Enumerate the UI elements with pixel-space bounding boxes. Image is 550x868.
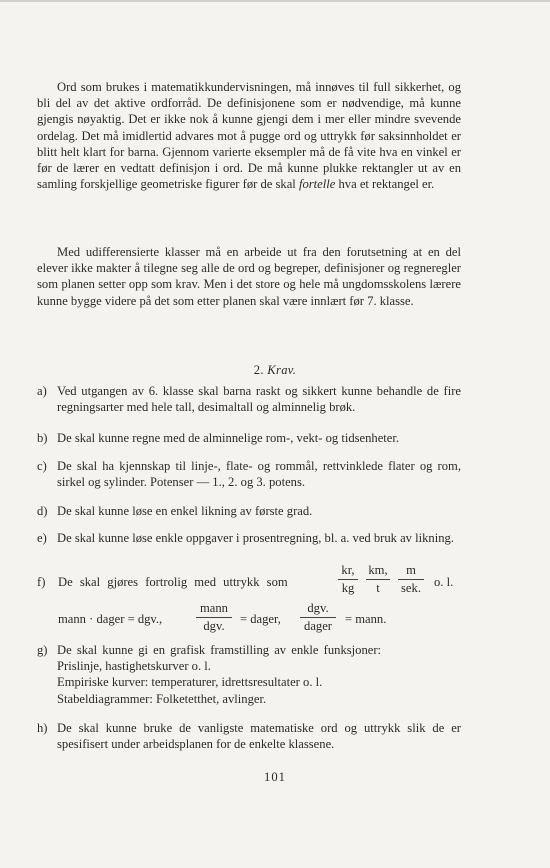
item-body (57, 642, 461, 707)
list-item-e (37, 530, 461, 546)
fraction-numerator: km, (368, 563, 388, 577)
fraction-mann-dgv (196, 601, 232, 634)
item-g-line-3: Stabeldiagrammer: Folketetthet, avlinger. (57, 691, 267, 706)
item-text: De skal kunne regne med de alminnelige rom-, vekt- og tidsenheter. (57, 431, 400, 445)
item-text: Ved utgangen av 6. klasse skal barna raskt og sikkert kunne behandle de fire regningsarter med hele tall, desimaltall og alminnelig brøk. (57, 384, 461, 415)
list-item-d (37, 503, 461, 519)
item-f-formula-start: mann · dager = dgv., (58, 612, 163, 626)
list-item-g (37, 642, 461, 707)
paragraph-1-end: hva et rektangel er. (338, 177, 435, 192)
section-number: 2. (253, 363, 264, 377)
fraction-denominator: dager (304, 619, 332, 633)
item-letter: a) (37, 384, 47, 398)
item-letter: d) (37, 504, 48, 518)
paragraph-1-text: Ord som brukes i matematikkundervisningen, må innøves til full sikkerhet, og bli del av det aktive ordforråd. De definisjonene som er nødvendige, må kunne gjengis nøyaktig. Det er ikke nok å kunne gjengi dem i mer eller mindre svevende ordelag. Det må imidlertid advares mot å pugge ord og uttrykk før saksinnholdet er blitt helt klart for barna. Gjennom varierte eksempler må de få vite hva en vinkel er før de lærer en vedtatt definisjon i ord. De må kunne plukke rektangler ut av en samling forskjellige geometriske figurer før de skal (37, 80, 461, 192)
item-text: De skal kunne bruke de vanligste matematiske ord og uttrykk slik de er spesifisert under arbeidsplanen for de enkelte klassene. (57, 721, 461, 752)
list-item-b (37, 430, 461, 446)
item-g-line-2: Empiriske kurver: temperaturer, idrettsresultater o. l. (57, 675, 323, 690)
section-title: Krav. (267, 363, 297, 377)
list-item-c (37, 458, 461, 490)
item-text: De skal kunne løse enkle oppgaver i prosentregning, bl. a. ved bruk av likning. (57, 531, 454, 545)
page-number: 101 (264, 770, 286, 784)
top-border (0, 0, 550, 2)
paragraph-2 (37, 244, 461, 309)
fraction-denominator: kg (341, 581, 355, 595)
fraction-numerator: dgv. (307, 601, 329, 615)
item-text: De skal ha kjennskap til linje-, flate- og rommål, rettvinklede flater og rom, sirkel og sylinder. Potenser — 1., 2. og 3. potens. (57, 459, 461, 490)
fraction-denominator: t (376, 581, 380, 595)
paragraph-2-text: Med udifferensierte klasser må en arbeide ut fra den forutsetning at en del elever ikke makter å tilegne seg alle de ord og begreper, definisjoner og regneregler som planen setter opp som krav. Men i det store og hele må ungdomsskolens lærere kunne bygge videre på det som etter planen skal være innlært før 7. klasse. (37, 245, 461, 308)
emphasis-fortelle: fortelle (298, 177, 336, 192)
item-letter-f: f) (37, 575, 46, 589)
item-letter: c) (37, 459, 47, 473)
fraction-bar (300, 617, 336, 618)
fraction-denominator: sek. (401, 581, 421, 595)
item-f-ol: o. l. (434, 575, 454, 589)
fraction-bar (338, 579, 358, 580)
item-letter: b) (37, 431, 48, 445)
item-text: De skal kunne gi en grafisk framstilling av enkle funksjoner: (57, 643, 382, 657)
fraction-bar (398, 579, 424, 580)
list-item-h (37, 720, 461, 752)
section-heading (0, 363, 550, 378)
item-f-eq2: = mann. (345, 612, 387, 626)
fraction-kr-kg (338, 563, 358, 596)
item-letter: h) (37, 721, 48, 735)
fraction-numerator: kr, (341, 563, 355, 577)
list-item-a (37, 383, 461, 415)
fraction-km-t (366, 563, 390, 596)
fraction-dgv-dager (300, 601, 336, 634)
fraction-m-sek (398, 563, 424, 596)
item-g-line-1: Prislinje, hastighetskurver o. l. (57, 659, 211, 674)
fraction-bar (196, 617, 232, 618)
item-f-text: De skal gjøres fortrolig med uttrykk som (58, 575, 288, 589)
fraction-denominator: dgv. (203, 619, 225, 633)
item-letter: g) (37, 643, 48, 657)
fraction-numerator: m (406, 563, 416, 577)
fraction-numerator: mann (200, 601, 228, 615)
item-letter: e) (37, 531, 47, 545)
item-text: De skal kunne løse en enkel likning av første grad. (57, 504, 313, 518)
item-f-eq1: = dager, (240, 612, 281, 626)
paragraph-1 (37, 79, 461, 192)
fraction-bar (366, 579, 390, 580)
